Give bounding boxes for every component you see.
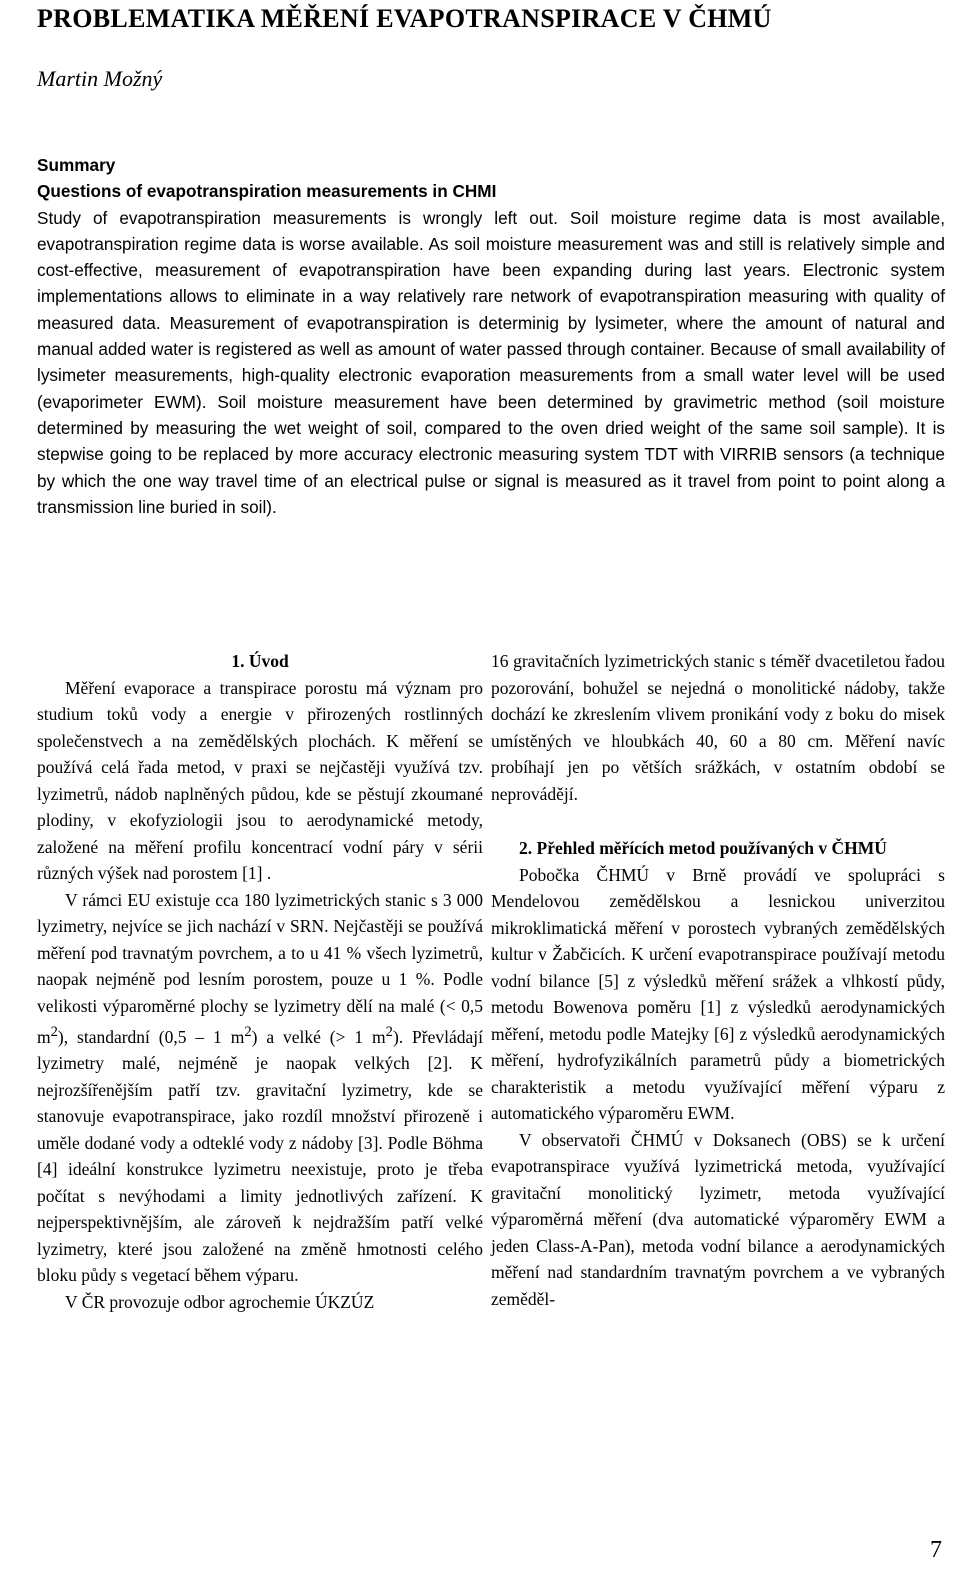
intro-paragraph-3: V ČR provozuje odbor agrochemie ÚKZÚZ [65,1291,375,1312]
p2-part-c: ) a velké (> 1 m [251,1026,386,1047]
page-number: 7 [930,1537,942,1563]
right-paragraph-1: 16 gravitačních lyzimetrických stanic s téměř dvacetiletou řadou pozorování, bohužel se nejedná o monolitické nádoby, takže dochází ke zkreslením vlivem pronikání vody z boku do misek umístěných ve hloubkách 40, 60 a 80 cm. Měření navíc probíhají jen po větších srážkách, v ostatním období se neprovádějí. [491,651,945,804]
summary-section [37,152,945,520]
superscript-1: 2 [50,1024,58,1040]
summary-body: Study of evapotranspiration measurements is wrongly left out. Soil moisture regime data is most available, evapotranspiration regime data is worse available. As soil moisture measurement was and still is relatively simple and cost-effective, measurement of evapotranspiration have been expanding during last years. Electronic system implementations allows to eliminate in a way relatively rare network of evapotranspiration measuring with quality of measured data. Measurement of evapotranspiration is determinig by lysimeter, where the amount of natural and manual added water is registered as well as amount of water passed through container. Because of small availability of lysimeter measurements, high-quality electronic evaporation measurements from a small water level will be used (evaporimeter EWM). Soil moisture measurement have been determined by gravimetric method (soil moisture determined by measuring the wet weight of soil, compared to the oven dried weight of the same soil sample). It is stepwise going to be replaced by more accuracy electronic measuring system TDT with VIRRIB sensors (a technique by which the one way travel time of an electrical pulse or signal is measured as it travel from point to point along a transmission line buried in soil). [37,207,945,517]
superscript-2: 2 [244,1024,252,1040]
paper-title: PROBLEMATIKA MĚŘENÍ EVAPOTRANSPIRACE V ČHMÚ [37,4,772,33]
section-2-heading: 2. Přehled měřících metod používaných v ČHMÚ [519,838,887,858]
intro-paragraph-1: Měření evaporace a transpirace porostu má význam pro studium toků vody a energie v přirozených rostlinných společenstvech a na zemědělských plochách. K měření se používá celá řada metod, v praxi se nejčastěji využívá tzv. lyzimetrů, nádob naplněných půdou, kde se pěstují zkoumané plodiny, v ekofyziologii jsou to aerodynamické metody, založené na měření profilu koncentrací vodní páry v sérii různých výšek nad porostem [1] . [37,677,483,883]
right-column [491,648,945,1312]
summary-subheading: Questions of evapotranspiration measurements in CHMI [37,181,497,202]
section-1-heading: 1. Úvod [231,651,289,671]
author-name: Martin Možný [37,66,163,91]
superscript-3: 2 [385,1024,393,1040]
section-gap [491,807,945,835]
p2-part-a: V rámci EU existuje cca 180 lyzimetrických stanic s 3 000 lyzimetry, nejvíce se jich nachází v SRN. Nejčastěji se používá měření pod travnatým povrchem, a to u 41 % všech lyzimetrů, naopak nejméně pod lesním porostem, pouze u 1 %. Podle velikosti výparoměrné plochy se lyzimetry dělí na malé (< 0,5 m [37,889,483,1047]
methods-paragraph-2: V observatoři ČHMÚ v Doksanech (OBS) se k určení evapotranspirace využívá lyzimetrická metoda, využívající gravitační monolitický lyzimetr, metoda využívající výparoměrná měření (dva automatické výparoměry EWM a jeden Class-A-Pan), metoda vodní bilance a aerodynamických měření nad standardním travnatým povrchem a ve vybraných zeměděl- [491,1129,945,1309]
summary-heading: Summary [37,155,116,175]
methods-paragraph-1: Pobočka ČHMÚ v Brně provádí ve spolupráci s Mendelovou zemědělskou a lesnickou univerzitou mikroklimatická měření v porostech vybraných zemědělských kultur v Žabčicích. K určení evapotranspirace používají metodu vodní bilance [5] z výsledků měření srážek a vlhkostí půdy, metodu Bowenova poměru [1] z výsledků aerodynamických měření, metodu podle Matejky [6] z výsledků aerodynamických měření, hydrofyzikálních parametrů půdy a biometrických charakteristik a metodu využívající měření výparu z automatického výparoměru EWM. [491,864,945,1123]
p2-part-b: ), standardní (0,5 – 1 m [57,1026,245,1047]
intro-paragraph-2 [37,887,483,1289]
left-column [37,648,483,1315]
p2-part-d: ). Převládají lyzimetry malé, nejméně je naopak velkých [2]. K nejrozšířenějším patří tzv. gravitační lyzimetry, kde se stanovuje evapotranspirace, jako rozdíl množství přirozeně i uměle dodané vody a odteklé vody z nádoby [3]. Podle Böhma [4] ideální konstrukce lyzimetru neexistuje, proto je třeba počítat s nevýhodami a limity jednotlivých zařízení. K nejperspektivnějším, ale zároveň k nejdražším patří velké lyzimetry, které jsou založené na změně hmotnosti celého bloku půdy s vegetací během výparu. [37,1026,483,1286]
